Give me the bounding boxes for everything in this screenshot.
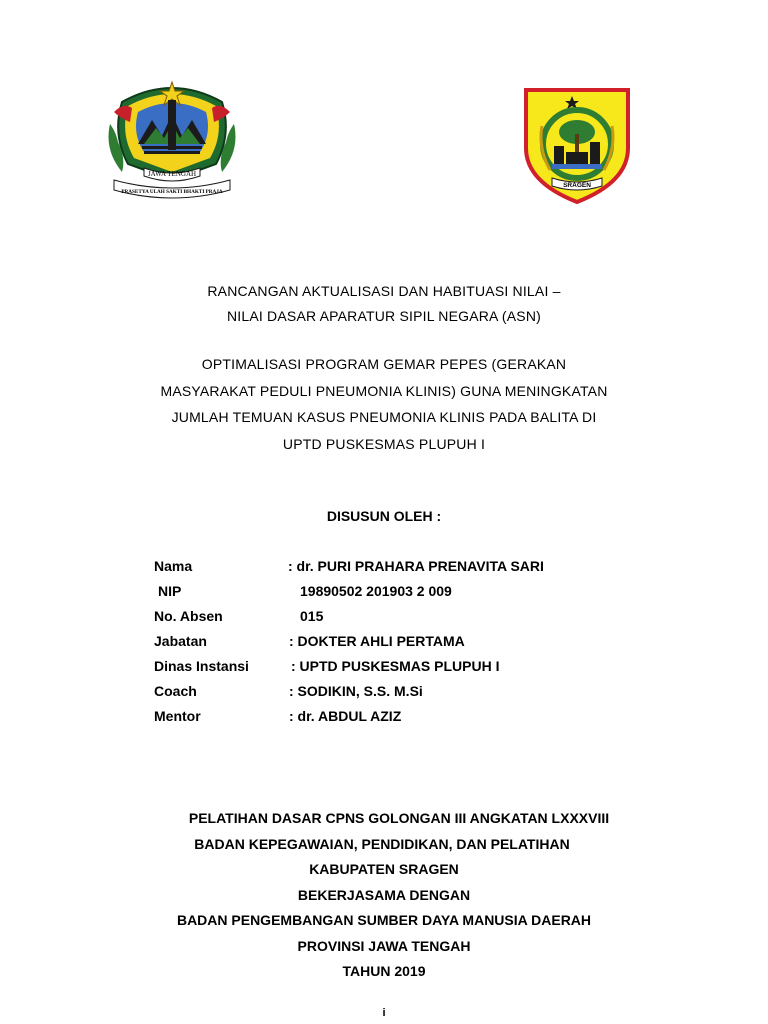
sragen-emblem (522, 86, 632, 204)
document-subtitle (0, 351, 768, 458)
institution-footer (0, 806, 768, 985)
footer-line-6: PROVINSI JAWA TENGAH (297, 937, 471, 954)
nama-value: : dr. PURI PRAHARA PRENAVITA SARI (288, 558, 544, 574)
nip-label: NIP (158, 583, 182, 599)
jawa-tengah-motto: PRASETYA ULAH SAKTI BHAKTI PRAJA (121, 189, 223, 195)
document-title (0, 279, 768, 329)
subtitle-line-1: OPTIMALISASI PROGRAM GEMAR PEPES (GERAKAN (201, 356, 567, 372)
jabatan-value: : DOKTER AHLI PERTAMA (289, 633, 465, 649)
subtitle-line-4: UPTD PUSKESMAS PLUPUH I (282, 436, 486, 453)
footer-line-7: TAHUN 2019 (342, 963, 426, 979)
coach-value: : SODIKIN, S.S. M.Si (289, 683, 423, 699)
coach-label: Coach (154, 683, 197, 699)
page-number: i (382, 1007, 386, 1019)
footer-line-2: BADAN KEPEGAWAIAN, PENDIDIKAN, DAN PELATIHAN (194, 835, 570, 852)
jabatan-label: Jabatan (154, 633, 207, 649)
footer-line-5: BADAN PENGEMBANGAN SUMBER DAYA MANUSIA DAERAH (176, 912, 592, 928)
absen-value: 015 (300, 608, 324, 624)
jawa-tengah-emblem-graphic (104, 72, 240, 202)
footer-line-1: PELATIHAN DASAR CPNS GOLONGAN III ANGKATAN LXXXVIII (188, 810, 610, 826)
footer-line-3: KABUPATEN SRAGEN (309, 861, 459, 877)
mentor-label: Mentor (154, 708, 201, 724)
disusun-oleh-heading: DISUSUN OLEH : (326, 508, 442, 524)
subtitle-line-2: MASYARAKAT PEDULI PNEUMONIA KLINIS) GUNA MENINGKATAN (160, 382, 608, 399)
footer-line-4: BEKERJASAMA DENGAN (297, 886, 471, 903)
sragen-banner-text: SRAGEN (563, 182, 591, 189)
absen-label: No. Absen (154, 608, 223, 624)
sragen-emblem-graphic (522, 86, 632, 204)
jawa-tengah-banner-text: JAWA TENGAH (147, 170, 197, 178)
jawa-tengah-emblem (104, 72, 240, 202)
nama-label: Nama (154, 558, 193, 574)
dinas-value: : UPTD PUSKESMAS PLUPUH I (291, 658, 500, 674)
title-line-1: RANCANGAN AKTUALISASI DAN HABITUASI NILAI – (207, 283, 561, 299)
mentor-value: : dr. ABDUL AZIZ (289, 708, 402, 724)
dinas-label: Dinas Instansi (154, 658, 249, 674)
subtitle-line-3: JUMLAH TEMUAN KASUS PNEUMONIA KLINIS PADA BALITA DI (171, 409, 597, 426)
title-line-2: NILAI DASAR APARATUR SIPIL NEGARA (ASN) (226, 308, 542, 324)
nip-value: 19890502 201903 2 009 (300, 583, 452, 599)
